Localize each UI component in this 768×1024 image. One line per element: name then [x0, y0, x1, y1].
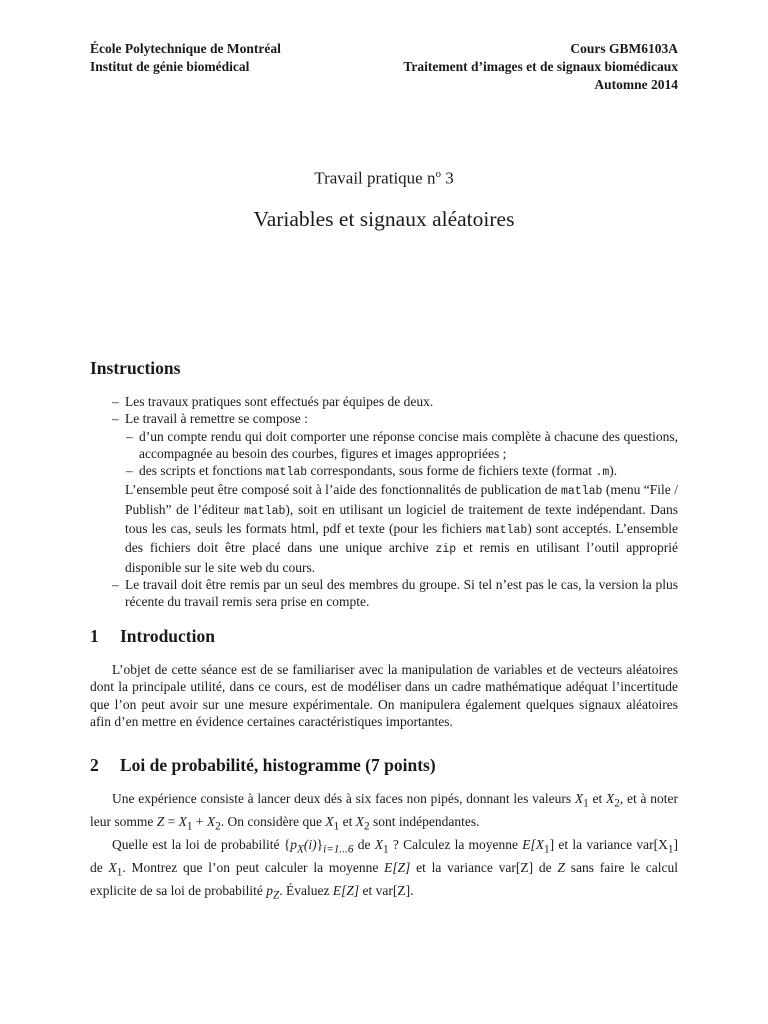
paragraph: [90, 790, 678, 836]
sub-list-item-text: [139, 462, 678, 481]
math: X: [325, 813, 334, 829]
math-op: {: [283, 836, 291, 852]
text: de: [90, 859, 109, 875]
math: var[Z]: [498, 859, 534, 875]
assignment-label: Travail pratique n: [314, 168, 436, 188]
math-sub: X: [296, 843, 304, 856]
text: L’ensemble peut être composé soit à l’aide des fonctionnalités de publication de: [125, 482, 561, 498]
sub-list-item: [112, 428, 678, 463]
code: matlab: [485, 524, 528, 538]
section-number: 1: [90, 626, 99, 646]
text: .: [410, 882, 414, 898]
math-op: +: [192, 813, 207, 829]
term: Automne 2014: [594, 77, 678, 92]
math-sub: 1: [116, 866, 123, 879]
text: sont indépendantes.: [369, 813, 480, 829]
math-sub: 1: [186, 820, 193, 833]
code: .m: [595, 466, 610, 480]
list-item: [112, 576, 678, 611]
dash: –: [112, 411, 119, 427]
school-name: École Polytechnique de Montréal: [90, 41, 281, 56]
section-1-body: [90, 661, 678, 730]
math: p: [290, 836, 297, 852]
text: et la variance: [410, 859, 499, 875]
math: Z: [557, 859, 565, 875]
text: sans faire le calcul explicite de sa loi de probabilité: [90, 859, 678, 898]
math: Z: [156, 813, 165, 829]
math-sub: Z: [272, 889, 280, 902]
math: (i): [303, 836, 317, 852]
math: X: [206, 813, 216, 829]
math-op: ]: [673, 836, 678, 852]
text: ).: [609, 463, 618, 479]
math-sub: 1: [667, 843, 674, 856]
list-item: [112, 410, 678, 427]
code: matlab: [244, 504, 286, 518]
math-sub: 2: [215, 820, 221, 833]
math: p: [266, 882, 273, 898]
text: , et à noter leur somme: [90, 791, 678, 829]
math: X: [374, 836, 383, 852]
text: et la variance: [554, 836, 637, 852]
text: et: [588, 791, 607, 806]
paragraph: [90, 836, 678, 905]
text: . On considère que: [220, 813, 326, 829]
list-item: [112, 393, 678, 410]
assignment-number: 3: [440, 168, 454, 188]
text: et: [339, 813, 356, 829]
section-number: 2: [90, 755, 99, 775]
text: Une expérience consiste à lancer deux dés à six faces non pipés, donnant les valeurs: [112, 791, 575, 806]
section-2-body: [90, 790, 678, 905]
sub-list-item-text: d’un compte rendu qui doit comporter une réponse concise mais complète à chacune des questions, accompagnée au besoin des courbes, figures et images appropriées ;: [139, 428, 678, 461]
code: zip: [435, 543, 457, 557]
code: matlab: [265, 466, 308, 480]
list-item-text: Le travail doit être remis par un seul des membres du groupe. Si tel n’est pas le cas, la version la plus récente du travail remis sera prise en compte.: [125, 576, 678, 610]
text: correspondants, sous forme de fichiers texte (format: [307, 463, 596, 479]
code: matlab: [561, 485, 603, 499]
text: des scripts et fonctions: [139, 463, 266, 479]
text: et: [359, 882, 376, 898]
course-code: Cours GBM6103A: [570, 41, 678, 56]
text: ) sont acceptés. L’ensemble des fichiers doit être placé dans une unique archive: [125, 521, 678, 556]
math-op: }: [316, 836, 324, 852]
text: . Montrez que l’on peut calculer la moyenne: [122, 859, 385, 875]
math: E[Z]: [332, 882, 360, 898]
math: var[X: [636, 836, 668, 852]
instructions-continuation: [112, 481, 678, 575]
math-sub: 1: [583, 797, 589, 810]
institute-name: Institut de génie biomédical: [90, 59, 250, 74]
math-sub: i=1...6: [323, 843, 354, 856]
math: X: [355, 813, 364, 829]
sub-list-item: [112, 462, 678, 481]
text: (menu “File / Publish” de l’éditeur: [125, 482, 678, 517]
math-op: ]: [549, 836, 555, 852]
assignment-title: [0, 168, 768, 189]
math: X: [178, 813, 187, 829]
text: de: [533, 859, 558, 875]
math-sub: 2: [614, 797, 620, 810]
math-sub: 1: [382, 843, 389, 856]
instructions-heading: Instructions: [90, 358, 181, 378]
paragraph: L’objet de cette séance est de se familiariser avec la manipulation de variables et de vecteurs aléatoires dont la principale utilité, dans ce cours, est de modéliser dans un cadre mathématique adéquat l’incertitude que l’on peut avoir sur une mesure expérimentale. On manipulera également quelques signaux aléatoires afin d’en mettre en évidence certaines caractéristiques importantes.: [90, 662, 678, 729]
dash: –: [112, 394, 119, 409]
math-sub: 2: [363, 820, 370, 833]
text: Quelle est la loi de probabilité: [112, 836, 284, 852]
text: ), soit en utilisant un logiciel de traitement de texte indépendant. Dans tous les cas, seuls les formats html, pdf et texte (pour les fichiers: [125, 501, 678, 537]
math: var[Z]: [375, 882, 411, 898]
header-right: [403, 40, 678, 94]
list-item-text: Le travail à remettre se compose :: [125, 411, 308, 427]
text: et remis en utilisant l’outil approprié disponible sur le site web du cours.: [125, 540, 678, 575]
superscript-o: o: [435, 168, 441, 180]
dash: –: [126, 428, 133, 444]
header-left: [90, 40, 281, 76]
math: E[X: [522, 836, 545, 852]
course-title: Traitement d’images et de signaux biomédicaux: [403, 59, 678, 74]
section-1-heading: [90, 626, 215, 647]
math: X: [108, 859, 117, 875]
text: de: [353, 836, 375, 852]
list-item-text: Les travaux pratiques sont effectués par équipes de deux.: [125, 394, 434, 409]
assignment-subtitle: Variables et signaux aléatoires: [253, 207, 515, 231]
section-title: Introduction: [120, 626, 215, 646]
math: E[Z]: [384, 859, 411, 875]
math-op: =: [164, 813, 179, 829]
text: ? Calculez la moyenne: [388, 836, 523, 852]
math: X: [606, 791, 615, 806]
section-title: Loi de probabilité, histogramme (7 points): [120, 755, 436, 775]
dash: –: [126, 463, 133, 479]
instructions-list: [112, 393, 678, 611]
math-sub: 1: [544, 843, 550, 856]
dash: –: [112, 576, 119, 592]
math: X: [574, 791, 584, 806]
text: . Évaluez: [279, 882, 333, 898]
section-2-heading: [90, 755, 436, 776]
math-sub: 1: [333, 820, 340, 833]
